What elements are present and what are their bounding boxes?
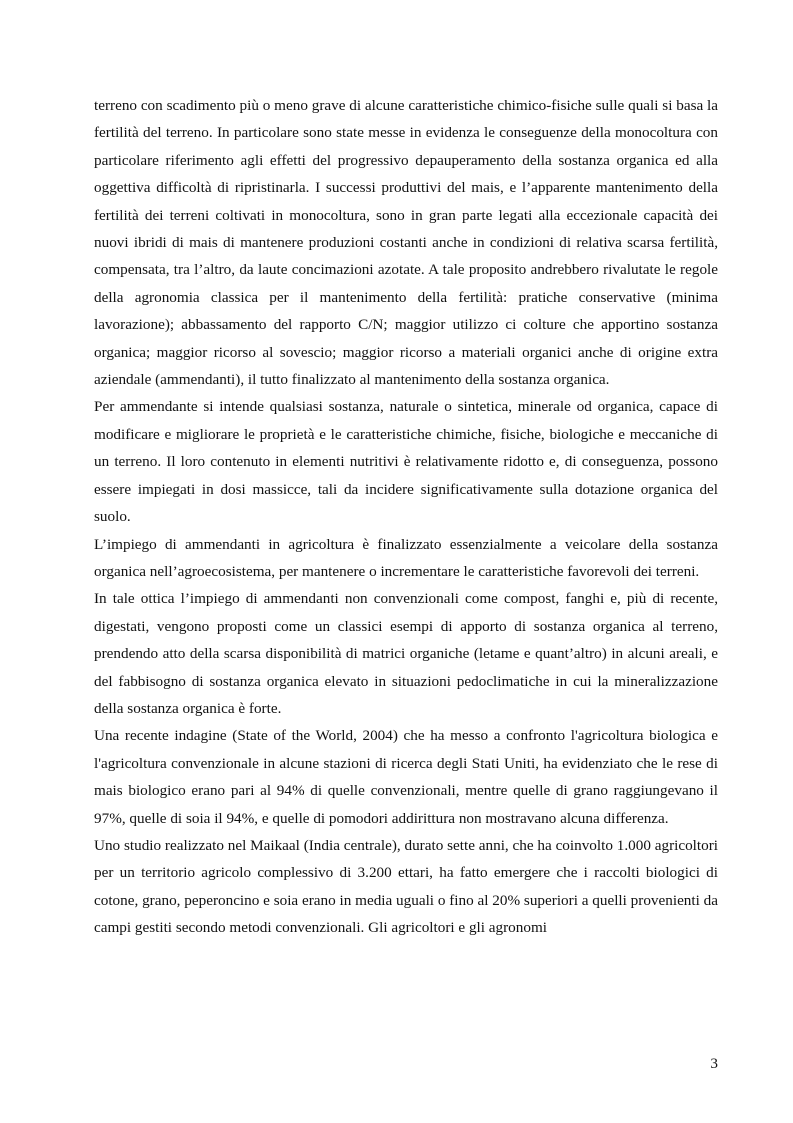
paragraph-monocoltura: terreno con scadimento più o meno grave di alcune caratteristiche chimico-fisiche sulle quali si basa la fertilità del terreno. In particolare sono state messe in evidenza le conseguenze della monocoltura con particolare riferimento agli effetti del progressivo depauperamento della sostanza organica ed alla oggettiva difficoltà di ripristinarla. I successi produttivi del mais, e l’apparente mantenimento della fertilità dei terreni coltivati in monocoltura, sono in gran parte legati alla eccezionale capacità dei nuovi ibridi di mais di mantenere produzioni costanti anche in condizioni di relativa scarsa fertilità, compensata, tra l’altro, da laute concimazioni azotate. A tale proposito andrebbero rivalutate le regole della agronomia classica per il mantenimento della fertilità: pratiche conservative (minima lavorazione); abbassamento del rapporto C/N; maggior utilizzo ci colture che apportino sostanza organica; maggior ricorso al sovescio; maggior ricorso a materiali organici anche di origine extra aziendale (ammendanti), il tutto finalizzato al mantenimento della sostanza organica.	[94, 97, 718, 389]
paragraph-impiego-ammendanti: L’impiego di ammendanti in agricoltura è finalizzato essenzialmente a veicolare della sostanza organica nell’agroecosistema, per mantenere o incrementare le caratteristiche favorevoli dei terreni.	[94, 535, 718, 580]
paragraph-ammendanti-non-convenzionali: In tale ottica l’impiego di ammendanti non convenzionali come compost, fanghi e, più di recente, digestati, vengono proposti come un classici esempi di apporto di sostanza organica al terreno, prendendo atto della scarsa disponibilità di matrici organiche (letame e quant’altro) in alcuni areali, e del fabbisogno di sostanza organica elevato in situazioni pedoclimatiche in cui la mineralizzazione della sostanza organica è forte.	[94, 590, 718, 717]
paragraph-indagine-state-of-the-world: Una recente indagine (State of the World, 2004) che ha messo a confronto l'agricoltura biologica e l'agricoltura convenzionale in alcune stazioni di ricerca degli Stati Uniti, ha evidenziato che le rese di mais biologico erano pari al 94% di quelle convenzionali, mentre quelle di grano raggiungevano il 97%, quelle di soia il 94%, e quelle di pomodori addirittura non mostravano alcuna differenza.	[94, 727, 718, 827]
paragraph-studio-maikaal: Uno studio realizzato nel Maikaal (India centrale), durato sette anni, che ha coinvolto 1.000 agricoltori per un territorio agricolo complessivo di 3.200 ettari, ha fatto emergere che i raccolti biologici di cotone, grano, peperoncino e soia erano in media uguali o fino al 20% superiori a quelli provenienti da campi gestiti secondo metodi convenzionali. Gli agricoltori e gli agronomi	[94, 836, 718, 937]
paragraph-ammendante-definizione: Per ammendante si intende qualsiasi sostanza, naturale o sintetica, minerale od organica, capace di modificare e migliorare le proprietà e le caratteristiche chimiche, fisiche, biologiche e meccaniche di un terreno. Il loro contenuto in elementi nutritivi è relativamente ridotto e, di conseguenza, possono essere impiegati in dosi massicce, tali da incidere significativamente sulla dotazione organica del suolo.	[94, 398, 718, 526]
page-number: 3	[710, 1055, 718, 1072]
body-text	[94, 92, 718, 942]
